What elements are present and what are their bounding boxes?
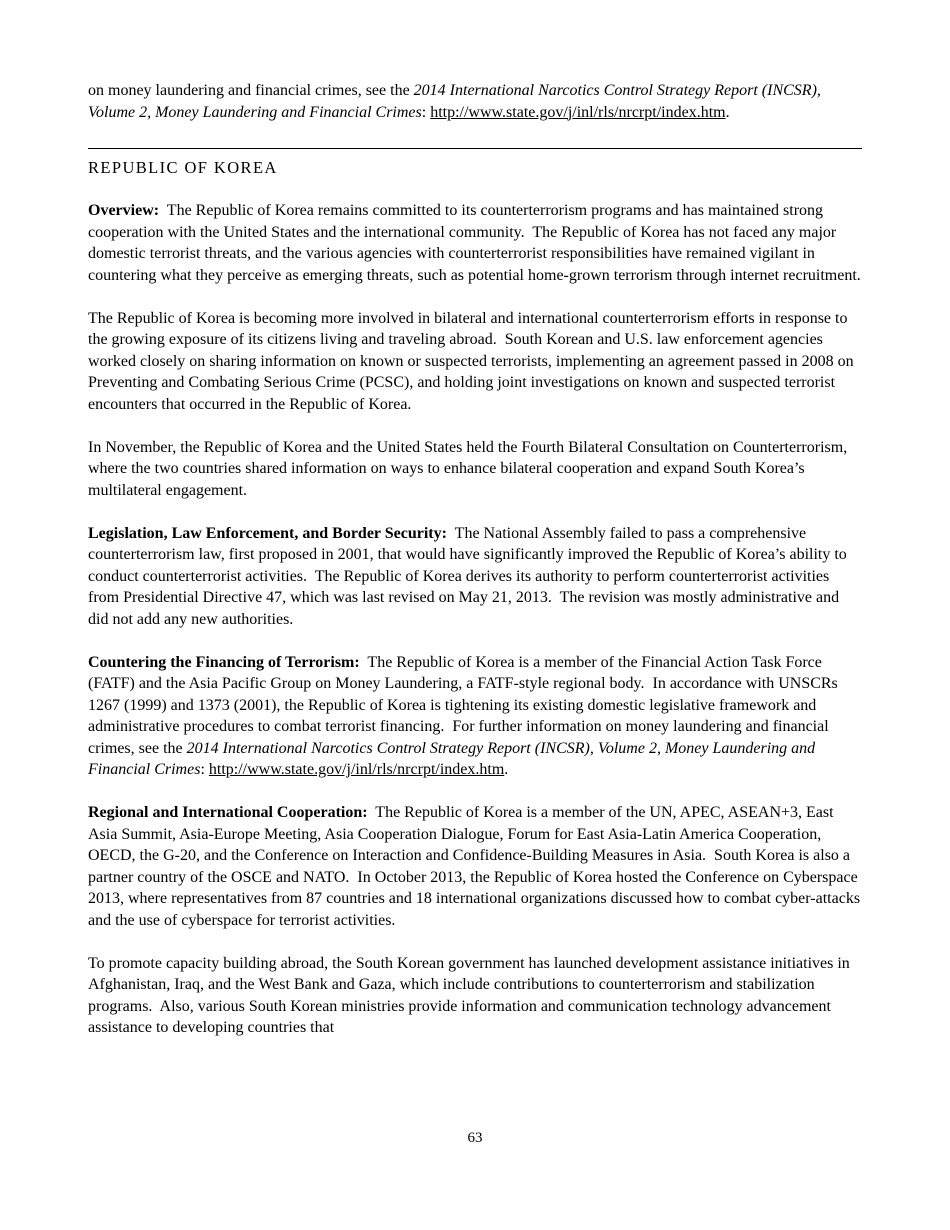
text-run: . bbox=[725, 103, 730, 121]
paragraph-capacity-building bbox=[88, 953, 862, 1039]
paragraph-financing bbox=[88, 652, 862, 781]
incsr-report-link[interactable]: http://www.state.gov/j/inl/rls/nrcrpt/index.htm bbox=[208, 761, 505, 778]
section-divider bbox=[88, 148, 862, 149]
text-run: on money laundering and financial crimes, see the bbox=[88, 82, 414, 99]
paragraph-regional-cooperation bbox=[88, 802, 865, 931]
legislation-lead-label: Legislation, Law Enforcement, and Border Security: bbox=[88, 524, 447, 542]
text-run: The National Assembly failed to pass a comprehensive counterterrorism law, first proposed in 2001, that would have significantly improved the Republic of Korea’s ability to conduct counterterrorist activities. The Republic of Korea derives its authority to perform counterterrorist activities from Presidential Directive 47, which was last revised on May 21, 2013. The revision was mostly administrative and did not add any new authorities. bbox=[88, 524, 851, 628]
regional-lead-label: Regional and International Cooperation: bbox=[88, 804, 368, 821]
text-run: The Republic of Korea is becoming more involved in bilateral and international counterterrorism efforts in response to the growing exposure of its citizens living and traveling abroad. South Korean and U.S. law enforcement agencies worked closely on sharing information on known or suspected terrorists, implementing an agreement passed in 2008 on Preventing and Combating Serious Crime (PCSC), and holding joint investigations on known and suspected terrorist encounters that occurred in the Republic of Korea. bbox=[88, 309, 858, 413]
incsr-report-link[interactable]: http://www.state.gov/j/inl/rls/nrcrpt/index.htm bbox=[430, 103, 726, 121]
incsr-report-title: 2014 International Narcotics Control Strategy Report (INCSR), Volume 2, Money Laundering and Financial Crimes bbox=[88, 82, 825, 121]
text-run: The Republic of Korea is a member of the Financial Action Task Force (FATF) and the Asia Pacific Group on Money Laundering, a FATF-style regional body. In accordance with UNSCRs 1267 (1999) and 1373 (2001), the Republic of Korea is tightening its existing domestic legislative framework and administrative procedures to combat terrorist financing. For further information on money laundering and financial crimes, see the bbox=[88, 653, 842, 757]
overview-lead-label: Overview: bbox=[88, 202, 160, 219]
paragraph-legislation bbox=[88, 523, 862, 631]
paragraph-bilateral-involvement bbox=[88, 308, 862, 416]
paragraph-continuation bbox=[88, 80, 862, 123]
text-run: : bbox=[200, 761, 209, 778]
country-heading: REPUBLIC OF KOREA bbox=[88, 158, 278, 177]
text-run: : bbox=[421, 103, 431, 121]
text-run: The Republic of Korea is a member of the UN, APEC, ASEAN+3, East Asia Summit, Asia-Europe Meeting, Asia Cooperation Dialogue, Forum for East Asia-Latin America Cooperation, OECD, the G-20, and the Conference on Interaction and Confidence-Building Measures in Asia. South Korea is also a partner country of the OSCE and NATO. In October 2013, the Republic of Korea hosted the Conference on Cyberspace 2013, where representatives from 87 countries and 18 international organizations discussed how to combat cyber-attacks and the use of cyberspace for terrorist activities. bbox=[88, 804, 865, 929]
financing-lead-label: Countering the Financing of Terrorism: bbox=[88, 653, 360, 671]
page-number: 63 bbox=[467, 1130, 483, 1146]
paragraph-overview bbox=[88, 200, 862, 286]
text-run: . bbox=[504, 761, 509, 778]
text-run: To promote capacity building abroad, the South Korean government has launched development assistance initiatives in Afghanistan, Iraq, and the West Bank and Gaza, which include contributions to counterterrorism and stabilization programs. Also, various South Korean ministries provide information and communication technology advancement assistance to developing countries that bbox=[88, 954, 853, 1036]
text-run: The Republic of Korea remains committed to its counterterrorism programs and has maintained strong cooperation with the United States and the international community. The Republic of Korea has not faced any major domestic terrorist threats, and the various agencies with counterterrorist responsibilities have remained vigilant in countering what they perceive as emerging threats, such as potential home-grown terrorism through internet recruitment. bbox=[88, 202, 861, 284]
incsr-report-title: 2014 International Narcotics Control Strategy Report (INCSR), Volume 2, Money Laundering and Financial Crimes bbox=[88, 739, 820, 778]
text-run: In November, the Republic of Korea and the United States held the Fourth Bilateral Consultation on Counterterrorism, where the two countries shared information on ways to enhance bilateral cooperation and expand South Korea’s multilateral engagement. bbox=[88, 438, 852, 499]
paragraph-november-consultation bbox=[88, 437, 862, 502]
